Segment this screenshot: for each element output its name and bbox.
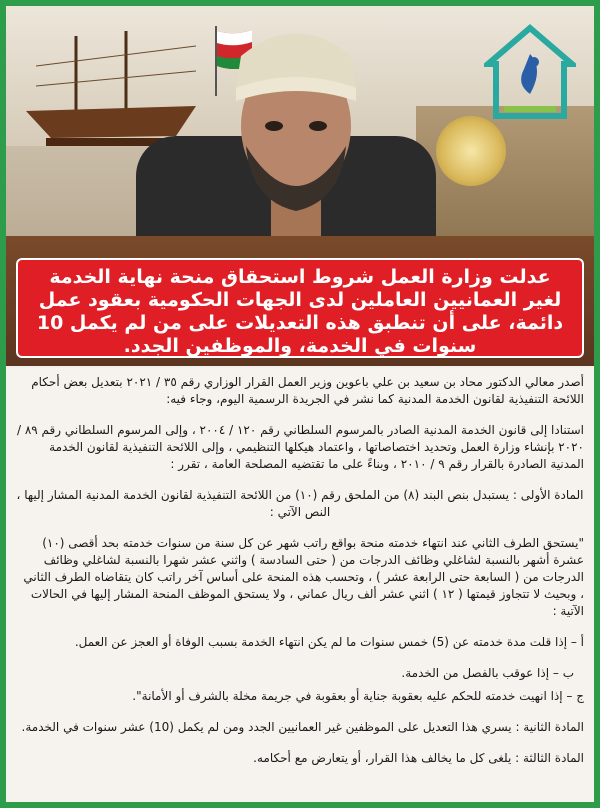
background-shelf [416,106,594,246]
house-logo-icon [484,24,576,124]
article-body [6,368,594,808]
case-b: ب – إذا عوقب بالفصل من الخدمة. [401,666,574,680]
preamble-paragraph: استنادا إلى قانون الخدمة المدنية الصادر بالمرسوم السلطاني رقم ١٢٠ / ٢٠٠٤ ، وإلى المرسوم السلطاني رقم ٨٩ / ٢٠٢٠ بإنشاء وزارة العمل وتحديد اختصاصاتها ، واعتماد هيكلها التنظيمي ، وإلى اللائحة التنفيذية لقانون الخدمة المدنية الصادرة بالقرار رقم ٩ / ٢٠١٠ ، وبناءً على ما تقتضيه المصلحة العامة ، تقرر : [16,423,584,471]
article-three: المادة الثالثة : يلغى كل ما يخالف هذا القرار، أو يتعارض مع أحكامه. [253,751,584,765]
article-one-intro: المادة الأولى : يستبدل بنص البند (٨) من الملحق رقم (١٠) من اللائحة التنفيذية لقانون الخدمة المدنية المشار إليها ، النص الآتي : [16,488,584,519]
headline-text: عدلت وزارة العمل شروط استحقاق منحة نهاية الخدمة لغير العمانيين العاملين لدى الجهات الحكومية بعقود عمل دائمة، على أن تنطبق هذه التعديلات على من لم يكمل 10 سنوات في الخدمة، والموظفين الجدد. [36,266,564,357]
intro-paragraph: أصدر معالي الدكتور محاد بن سعيد بن علي باعوين وزير العمل القرار الوزاري رقم ٣٥ / ٢٠٢١ بتعديل بعض أحكام اللائحة التنفيذية لقانون الخدمة المدنية كما نشر في الجريدة الرسمية اليوم، وجاء فيه: [31,375,584,406]
medal-plaque [436,116,506,186]
headline-banner [16,258,584,358]
case-c: ج – إذا انهيت خدمته للحكم عليه بعقوبة جناية أو بعقوبة في جريمة مخلة بالشرف أو الأمانة". [132,689,584,703]
article-two: المادة الثانية : يسري هذا التعديل على الموظفين غير العمانيين الجدد ومن لم يكمل (10) عشر سنوات في الخدمة. [21,720,584,734]
case-a: أ – إذا قلت مدة خدمته عن (5) خمس سنوات ما لم يكن انتهاء الخدمة بسبب الوفاة أو العجز عن العمل. [74,635,584,649]
article-one-text: "يستحق الطرف الثاني عند انتهاء خدمته منحة بواقع راتب شهر عن كل سنة من سنوات خدمته بحد أقصى (١٠) عشرة أشهر بالنسبة لشاغلي وظائف الدرجات من ( حتى السادسة ) واثني عشر شهرا بالنسبة لشاغلي وظائف الدرجات من ( السابعة حتى الرابعة عشر ) ، وتحسب هذه المنحة على أساس آخر راتب كان يتقاضاه الطرف الثاني ، وبحيث لا تتجاوز قيمتها ( ١٢ ) اثني عشر ألف ريال عماني ، ولا يستحق الموظف المنحة المشار إليها في الحالات الآتية : [23,536,584,618]
